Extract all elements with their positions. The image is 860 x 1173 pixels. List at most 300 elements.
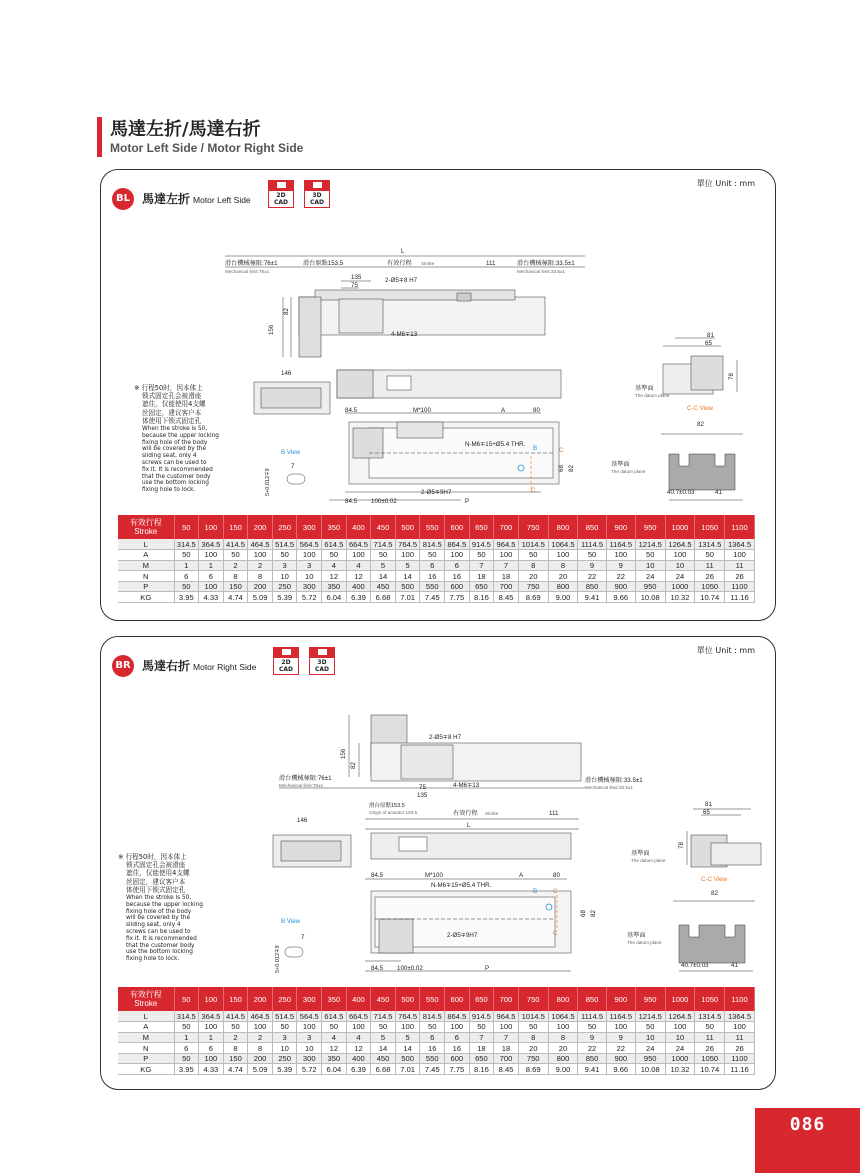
page-number: 086 [789,1114,826,1135]
stroke-col: 1050 [695,515,725,539]
stroke-col: 350 [322,987,347,1011]
table-cell: 250 [272,581,297,592]
table-cell: 564.5 [297,1011,322,1022]
table-cell: 1264.5 [665,1011,695,1022]
label-C-bottom: C [553,930,558,937]
table-cell: 100 [445,1022,470,1033]
table-cell: 8 [223,1043,248,1054]
table-row [118,571,755,582]
table-cell: 10 [297,1043,322,1054]
table-cell: 6 [445,1032,470,1043]
table-cell: 3.95 [174,1064,199,1075]
datum-label: 基準面 [631,850,650,857]
table-cell: 500 [395,1053,420,1064]
table-row [118,592,755,603]
table-cell: 800 [548,1053,578,1064]
row-label: L [118,539,174,550]
table-cell: 10 [272,571,297,582]
table-cell: 6.04 [322,592,347,603]
table-cell: 50 [174,550,199,561]
table-cell: 100 [494,1022,519,1033]
table-cell: 50 [371,550,396,561]
page-number-tab [755,1108,860,1173]
table-row [118,550,755,561]
table-cell: 12 [322,1043,347,1054]
table-cell: 50 [174,1053,199,1064]
table-cell: 6 [174,571,199,582]
table-cell: 1114.5 [578,1011,606,1022]
table-cell: 400 [346,1053,371,1064]
dim-stroke: 有效行程 [387,260,412,267]
table-cell: 100 [494,550,519,561]
table-cell: 2 [248,1032,273,1043]
spec-table [118,987,755,1075]
table-cell: 12 [322,571,347,582]
dim-41: 41 [715,489,722,496]
table-cell: 12 [346,1043,371,1054]
table-cell: 7.45 [420,1064,445,1075]
table-cell: 9.66 [606,592,635,603]
table-cell: 5.09 [248,1064,273,1075]
dim-hole3: 2-Ø5∓9H7 [421,489,452,496]
stroke-col: 1050 [695,987,725,1011]
table-cell: 9 [606,560,635,571]
stroke-col: 300 [297,987,322,1011]
table-cell: 8.45 [494,1064,519,1075]
table-cell: 8 [248,1043,273,1054]
table-cell: 1014.5 [518,539,548,550]
row-label: P [118,581,174,592]
table-cell: 150 [223,1053,248,1064]
dim-84-5b: 84.5 [345,498,358,505]
table-cell: 8 [548,560,578,571]
table-cell: 100 [445,550,470,561]
table-cell: 10 [297,571,322,582]
dim-135: 135 [351,274,362,281]
dim-7: 7 [301,934,305,941]
cad-3d-button[interactable]: 3D CAD [304,180,330,208]
table-cell: 9.41 [578,592,606,603]
table-cell: 514.5 [272,539,297,550]
table-cell: 9.00 [548,592,578,603]
table-cell: 1 [174,1032,199,1043]
stroke-col: 550 [420,515,445,539]
table-cell: 764.5 [395,539,420,550]
table-cell: 5 [371,560,396,571]
dim-75: 75 [419,784,426,791]
table-cell: 11 [725,1032,755,1043]
spec-head: 有效行程 Stroke [118,515,174,539]
table-cell: 11.16 [725,1064,755,1075]
datum-label: 基準面 [635,385,654,392]
table-cell: 6 [199,571,224,582]
table-cell: 7 [494,1032,519,1043]
table-cell: 8.16 [469,592,494,603]
dim-tolerance: 5+0.012∓9 [265,468,271,496]
table-cell: 900 [606,1053,635,1064]
table-cell: 100 [606,1022,635,1033]
dim-hole2: 4-M6∓13 [391,331,418,338]
dim-m100: M*100 [413,407,431,414]
stroke-col: 750 [518,987,548,1011]
dim-mech-left: 滑台機械極限:76±1 [279,775,332,782]
stroke-col: 400 [346,987,371,1011]
table-cell: 7 [494,560,519,571]
table-cell: 10 [635,1032,665,1043]
page-title: 馬達左折/馬達右折 [110,119,261,140]
cad-3d-button[interactable]: 3D CAD [309,647,335,675]
table-cell: 18 [494,1043,519,1054]
table-cell: 5 [371,1032,396,1043]
panel-title-en: Motor Right Side [193,662,257,672]
table-cell: 8.45 [494,592,519,603]
dim-111: 111 [549,810,559,817]
table-cell: 200 [248,1053,273,1064]
row-label: A [118,550,174,561]
table-cell: 18 [494,571,519,582]
dim-82: 82 [350,762,357,769]
datum-label-en: The datum plane [631,858,666,863]
table-cell: 750 [518,581,548,592]
table-cell: 22 [606,571,635,582]
panel-title: 馬達右折 Motor Right Side [142,659,257,673]
table-cell: 664.5 [346,1011,371,1022]
unit-label: 單位 Unit : mm [696,179,755,188]
table-cell: 24 [635,1043,665,1054]
stroke-col: 700 [494,515,519,539]
table-cell: 364.5 [199,1011,224,1022]
table-cell: 20 [518,1043,548,1054]
table-cell: 3 [272,560,297,571]
row-label: L [118,1011,174,1022]
table-cell: 1114.5 [578,539,606,550]
dim-65: 65 [703,809,710,816]
table-row [118,1053,755,1064]
table-cell: 6.39 [346,592,371,603]
table-cell: 1064.5 [548,539,578,550]
table-cell: 22 [578,1043,606,1054]
stroke-col: 1100 [725,987,755,1011]
table-cell: 300 [297,1053,322,1064]
table-cell: 50 [371,1022,396,1033]
table-cell: 7.01 [395,592,420,603]
dim-40-7: 40.7±0.03 [667,489,695,496]
row-label: N [118,1043,174,1054]
row-label: KG [118,592,174,603]
table-cell: 1100 [725,581,755,592]
dim-146: 146 [281,370,292,377]
dim-82b: 82 [568,465,575,472]
panel-title-en: Motor Left Side [193,195,251,205]
stroke-col: 750 [518,515,548,539]
dim-100: 100±0.02 [397,965,423,972]
dim-mech-right: 滑台機械極限:33.5±1 [517,260,575,267]
table-cell: 250 [272,1053,297,1064]
table-cell: 5.72 [297,592,322,603]
dim-41: 41 [731,962,738,969]
stroke-col: 100 [199,987,224,1011]
unit-label: 單位 Unit : mm [696,646,755,655]
row-label: N [118,571,174,582]
table-cell: 1000 [665,581,695,592]
stroke-col: 1000 [665,515,695,539]
table-cell: 150 [223,581,248,592]
table-cell: 814.5 [420,539,445,550]
table-cell: 100 [395,1022,420,1033]
table-cell: 864.5 [445,1011,470,1022]
datum-label-en: The datum plane [635,393,670,398]
table-cell: 50 [322,1022,347,1033]
table-cell: 10.74 [695,1064,725,1075]
table-cell: 100 [395,550,420,561]
dim-tolerance: 5+0.012∓9 [275,945,281,973]
table-cell: 8 [248,571,273,582]
table-cell: 24 [665,571,695,582]
table-cell: 50 [223,550,248,561]
table-cell: 714.5 [371,539,396,550]
stroke-col: 350 [322,515,347,539]
dim-78: 78 [728,373,735,380]
table-cell: 4.33 [199,592,224,603]
table-cell: 10 [665,560,695,571]
table-cell: 5.39 [272,592,297,603]
table-cell: 50 [223,1022,248,1033]
table-cell: 50 [578,1022,606,1033]
stroke-col: 400 [346,515,371,539]
table-cell: 10 [635,560,665,571]
table-cell: 50 [578,550,606,561]
table-cell: 4.74 [223,1064,248,1075]
page-subtitle: Motor Left Side / Motor Right Side [110,141,304,155]
table-cell: 1 [174,560,199,571]
panel-title: 馬達左折 Motor Left Side [142,192,251,206]
table-cell: 8 [548,1032,578,1043]
table-cell: 6 [420,560,445,571]
table-cell: 5.72 [297,1064,322,1075]
table-cell: 11 [695,560,725,571]
table-cell: 1000 [665,1053,695,1064]
cad-2d-button[interactable]: 2D CAD [268,180,294,208]
table-cell: 7 [469,1032,494,1043]
dim-7: 7 [291,463,295,470]
table-cell: 100 [725,1022,755,1033]
table-cell: 850 [578,1053,606,1064]
dim-mech-left-en: Mechanical limit:76±1 [279,783,324,788]
panel-motor-right [100,636,776,1090]
dim-P: P [465,498,470,505]
dim-80: 80 [533,407,540,414]
dim-82: 82 [283,308,290,315]
table-cell: 26 [695,1043,725,1054]
dim-m100: M*100 [425,872,443,879]
table-cell: 100 [297,1022,322,1033]
dim-origin: 滑台原點153.5 [303,260,344,267]
table-cell: 20 [548,1043,578,1054]
table-cell: 20 [548,571,578,582]
table-cell: 600 [445,581,470,592]
row-label: KG [118,1064,174,1075]
table-cell: 900 [606,581,635,592]
table-cell: 914.5 [469,539,494,550]
table-cell: 50 [469,550,494,561]
stroke-col: 900 [606,987,635,1011]
table-cell: 100 [725,550,755,561]
dim-mech-right-en: Mechanical limit:33.5±1 [517,269,565,274]
table-cell: 600 [445,1053,470,1064]
stroke-col: 800 [548,515,578,539]
table-cell: 4 [346,1032,371,1043]
table-cell: 1214.5 [635,1011,665,1022]
row-label: P [118,1053,174,1064]
dim-135: 135 [417,792,428,799]
dim-81: 81 [705,801,712,808]
table-cell: 664.5 [346,539,371,550]
stroke-note: ※ 行程50时，因本体上 锁式固定孔会被滑座 遮住，仅能使用4支螺 丝固定，建议客户本 体使用下锁式固定孔 When the stroke is 50, because the upper locking fixing hole of the body will be covered by the sliding seat, only 4 screws can be used to fix it. It is recommended that the customer body use the bottom locking fixing hole to lock. [134,384,219,494]
table-cell: 100 [665,550,695,561]
table-cell: 964.5 [494,1011,519,1022]
stroke-col: 250 [272,987,297,1011]
table-cell: 514.5 [272,1011,297,1022]
row-label: M [118,1032,174,1043]
table-cell: 16 [420,571,445,582]
dim-82b: 82 [590,910,597,917]
row-label: M [118,560,174,571]
table-cell: 14 [395,571,420,582]
table-cell: 3 [272,1032,297,1043]
table-cell: 100 [199,550,224,561]
table-cell: 100 [665,1022,695,1033]
table-cell: 9 [578,1032,606,1043]
table-cell: 10.74 [695,592,725,603]
header-accent-bar [97,117,102,157]
stroke-col: 900 [606,515,635,539]
drawing-motor-left [101,170,777,515]
dim-thr: N-M6∓15+Ø5.4 THR. [431,882,492,889]
table-cell: 18 [469,571,494,582]
table-cell: 100 [346,1022,371,1033]
table-cell: 4 [322,1032,347,1043]
stroke-col: 950 [635,515,665,539]
table-cell: 850 [578,581,606,592]
table-cell: 1214.5 [635,539,665,550]
table-cell: 1 [199,560,224,571]
stroke-col: 250 [272,515,297,539]
dim-mech-left: 滑台機械極限:76±1 [225,260,278,267]
table-cell: 6.68 [371,592,396,603]
dim-75: 75 [351,282,358,289]
table-cell: 200 [248,581,273,592]
cad-2d-button[interactable]: 2D CAD [273,647,299,675]
table-cell: 24 [665,1043,695,1054]
stroke-col: 1100 [725,515,755,539]
table-cell: 16 [445,571,470,582]
table-cell: 1314.5 [695,1011,725,1022]
dim-40-7: 40.7±0.03 [681,962,709,969]
dim-84-5b: 84.5 [371,965,384,972]
dim-stroke-en: Stroke [485,811,499,816]
table-cell: 20 [518,571,548,582]
table-row [118,560,755,571]
dim-84-5: 84.5 [345,407,358,414]
stroke-col: 850 [578,515,606,539]
stroke-col: 200 [248,987,273,1011]
table-cell: 8.69 [518,592,548,603]
table-cell: 22 [606,1043,635,1054]
drawing-motor-right [101,637,777,987]
table-cell: 6.39 [346,1064,371,1075]
stroke-col: 150 [223,987,248,1011]
table-cell: 3 [297,1032,322,1043]
dim-82c: 82 [697,421,704,428]
table-cell: 26 [695,571,725,582]
table-cell: 700 [494,1053,519,1064]
table-cell: 764.5 [395,1011,420,1022]
table-cell: 16 [445,1043,470,1054]
table-cell: 8 [518,1032,548,1043]
table-cell: 8.69 [518,1064,548,1075]
datum-label-2-en: The datum plane [611,469,646,474]
table-cell: 614.5 [322,1011,347,1022]
dim-84-5: 84.5 [371,872,384,879]
stroke-col: 150 [223,515,248,539]
table-cell: 1364.5 [725,539,755,550]
dim-68: 68 [558,465,565,472]
spec-table [118,515,755,603]
table-cell: 1164.5 [606,539,635,550]
table-cell: 9 [606,1032,635,1043]
stroke-col: 450 [371,515,396,539]
table-cell: 950 [635,581,665,592]
dim-100: 100±0.02 [371,498,397,505]
table-cell: 11.16 [725,592,755,603]
table-row [118,1043,755,1054]
table-cell: 100 [297,550,322,561]
table-cell: 11 [695,1032,725,1043]
table-cell: 700 [494,581,519,592]
table-cell: 7 [469,560,494,571]
table-cell: 10.08 [635,1064,665,1075]
stroke-col: 700 [494,987,519,1011]
dim-156: 156 [268,324,275,335]
table-cell: 550 [420,1053,445,1064]
table-cell: 50 [272,1022,297,1033]
dim-78: 78 [678,842,685,849]
table-cell: 5.39 [272,1064,297,1075]
dim-68: 68 [580,910,587,917]
table-cell: 50 [518,1022,548,1033]
table-cell: 100 [606,550,635,561]
table-cell: 26 [725,1043,755,1054]
dim-A: A [519,872,524,879]
table-cell: 564.5 [297,539,322,550]
table-cell: 7.75 [445,1064,470,1075]
table-cell: 50 [469,1022,494,1033]
table-cell: 7.75 [445,592,470,603]
label-B: B [533,888,538,895]
table-cell: 7.01 [395,1064,420,1075]
stroke-col: 600 [445,987,470,1011]
dim-stroke-en: Stroke [421,261,435,266]
panel-badge: BR [112,655,134,677]
table-cell: 6 [199,1043,224,1054]
table-cell: 914.5 [469,1011,494,1022]
table-cell: 1314.5 [695,539,725,550]
label-C-top: C [559,447,564,454]
table-cell: 100 [199,581,224,592]
stroke-col: 600 [445,515,470,539]
table-cell: 650 [469,1053,494,1064]
table-cell: 5 [395,560,420,571]
